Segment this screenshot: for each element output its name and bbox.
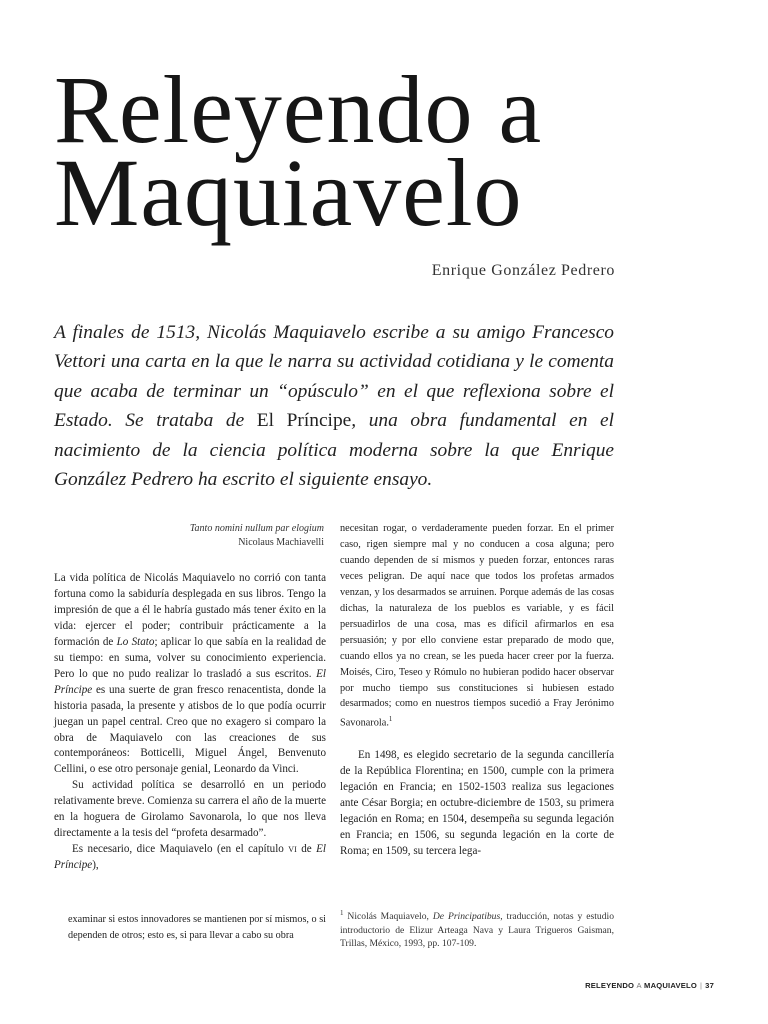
block-quote-continuation — [340, 521, 614, 732]
footnote-ref[interactable]: 1 — [388, 715, 393, 724]
right-column — [340, 521, 614, 859]
p3-chapter: vi — [288, 843, 297, 856]
footnote-text-b: , traducción, notas y estudio introductorio de Elizur Arteaga Nava y Laura Trigueros Gaisman, Trillas, México, 1993, pp. 107-109. — [340, 911, 614, 950]
article-title-line-1: Releyendo a — [54, 56, 543, 163]
block-quote: examinar si estos innovadores se mantienen por sí mismos, o si dependen de otros; esto es, si para llevar a cabo su obra — [68, 914, 326, 941]
article-title-line-2: Maquiavelo — [54, 139, 523, 246]
footer-running-title-1: RELEYENDO — [585, 981, 635, 990]
p1-el-principe: El Príncipe — [54, 667, 326, 696]
p1-lo-stato: Lo Stato — [116, 635, 155, 648]
p1-text-a: La vida política de Nicolás Maquiavelo no corrió con tanta fortuna como la sabiduría desplegada en sus libros. Tengo la impresión de que a él le habría gustado más tener éxito en la vida: ejercer el poder; contribuir prácticamente a la formación de — [54, 572, 326, 648]
lead-text-part1: A finales de 1513, Nicolás Maquiavelo escribe a su amigo Francesco Vettori una carta en la que le narra su actividad cotidiana y le comenta que acaba de terminar un “opúsculo” en el que reflexiona sobre el Estado. Se trataba de — [54, 322, 614, 432]
p3-text-b: de — [296, 843, 317, 856]
body-paragraph-3 — [54, 842, 326, 874]
body-paragraph-1 — [54, 571, 326, 778]
footer-running-title-3: MAQUIAVELO — [644, 981, 697, 990]
body-paragraph-1498: En 1498, es elegido secretario de la segunda cancillería de la República Florentina; en 1500, cumple con la primera legación en Francia; en 1502-1503 realiza sus legaciones ante César Borgia; en octubre-diciembre de 1503, su primera legación en Roma; en 1504, desempeña su segunda legación en Francia; en 1506, su segunda legación en la corte de Roma; en 1509, su tercera lega- — [340, 748, 614, 857]
p1-text-c: es una suerte de gran fresco renacentista, donde la historia pasada, la presente y atisbos de lo que podía ocurrir juegan un papel central. Creo que no exagero si comparo la obra de Maquiavelo con las creaciones de sus contemporáneos: Botticelli, Miguel Ángel, Benvenuto Cellini, o ese otro personaje genial, Leonardo da Vinci. — [54, 683, 326, 776]
epigraph-attribution: Nicolaus Machiavelli — [238, 537, 324, 548]
footnote-text-a: Nicolás Maquiavelo, — [343, 911, 433, 923]
quote-cont-text: necesitan rogar, o verdaderamente pueden forzar. En el primer caso, rigen siempre mal y no conducen a cosa alguna; pero cuando dependen de sí mismos y pueden forzar, entonces raras veces peligran. De aquí nace que todos los profetas armados venzan, y los desarmados se arruinen. Porque además de las cosas dichas, la naturaleza de los pueblos es variable, y es fácil persuadirlos de una cosa, mas es difícil afirmarlos en esa persuasión; y por ello conviene estar preparado de modo que, cuando ellos ya no crean, se les pueda hacer creer por la fuerza. Moisés, Ciro, Teseo y Rómulo no hubieran podido hacer observar por mucho tiempo sus constituciones si hubiesen estado desarmados; como en nuestros tiempos sucedió a Fray Jerónimo Savonarola. — [340, 523, 614, 729]
lead-text-part2: , una obra fundamental en el nacimiento de la ciencia política moderna sobre la que Enrique González Pedrero ha escrito el siguiente ensayo. — [54, 410, 615, 491]
lead-book-title: El Príncipe — [256, 410, 352, 432]
footnote-number: 1 — [340, 909, 344, 917]
left-column — [54, 571, 326, 874]
p1-text-b: ; aplicar lo que sabía en la realidad de su tiempo: en suma, volver su conocimiento experiencia. Pero lo que no pudo realizar lo trasladó a sus escritos. — [54, 635, 327, 680]
page-footer — [585, 981, 714, 990]
footnote — [340, 907, 614, 951]
author-byline: Enrique González Pedrero — [431, 262, 615, 279]
footnote-work-title: De Principatibus — [432, 911, 501, 923]
footer-separator: | — [699, 981, 703, 990]
epigraph-latin: Tanto nomini nullum par elogium — [189, 523, 324, 534]
p3-text-c: ), — [92, 859, 99, 872]
p3-text-a: Es necesario, dice Maquiavelo (en el capítulo — [72, 843, 289, 856]
p3-el-principe: El Príncipe — [54, 843, 326, 872]
lead-paragraph — [54, 318, 614, 494]
page-number: 37 — [705, 981, 714, 990]
epigraph — [190, 522, 324, 550]
body-paragraph-2: Su actividad política se desarrolló en un periodo relativamente breve. Comienza su carrera el año de la muerte en la hoguera de Girolamo Savonarola, lo que nos lleva directamente a la tesis del “profeta desarmado”. — [54, 779, 326, 840]
footer-running-title-2: A — [636, 981, 642, 990]
